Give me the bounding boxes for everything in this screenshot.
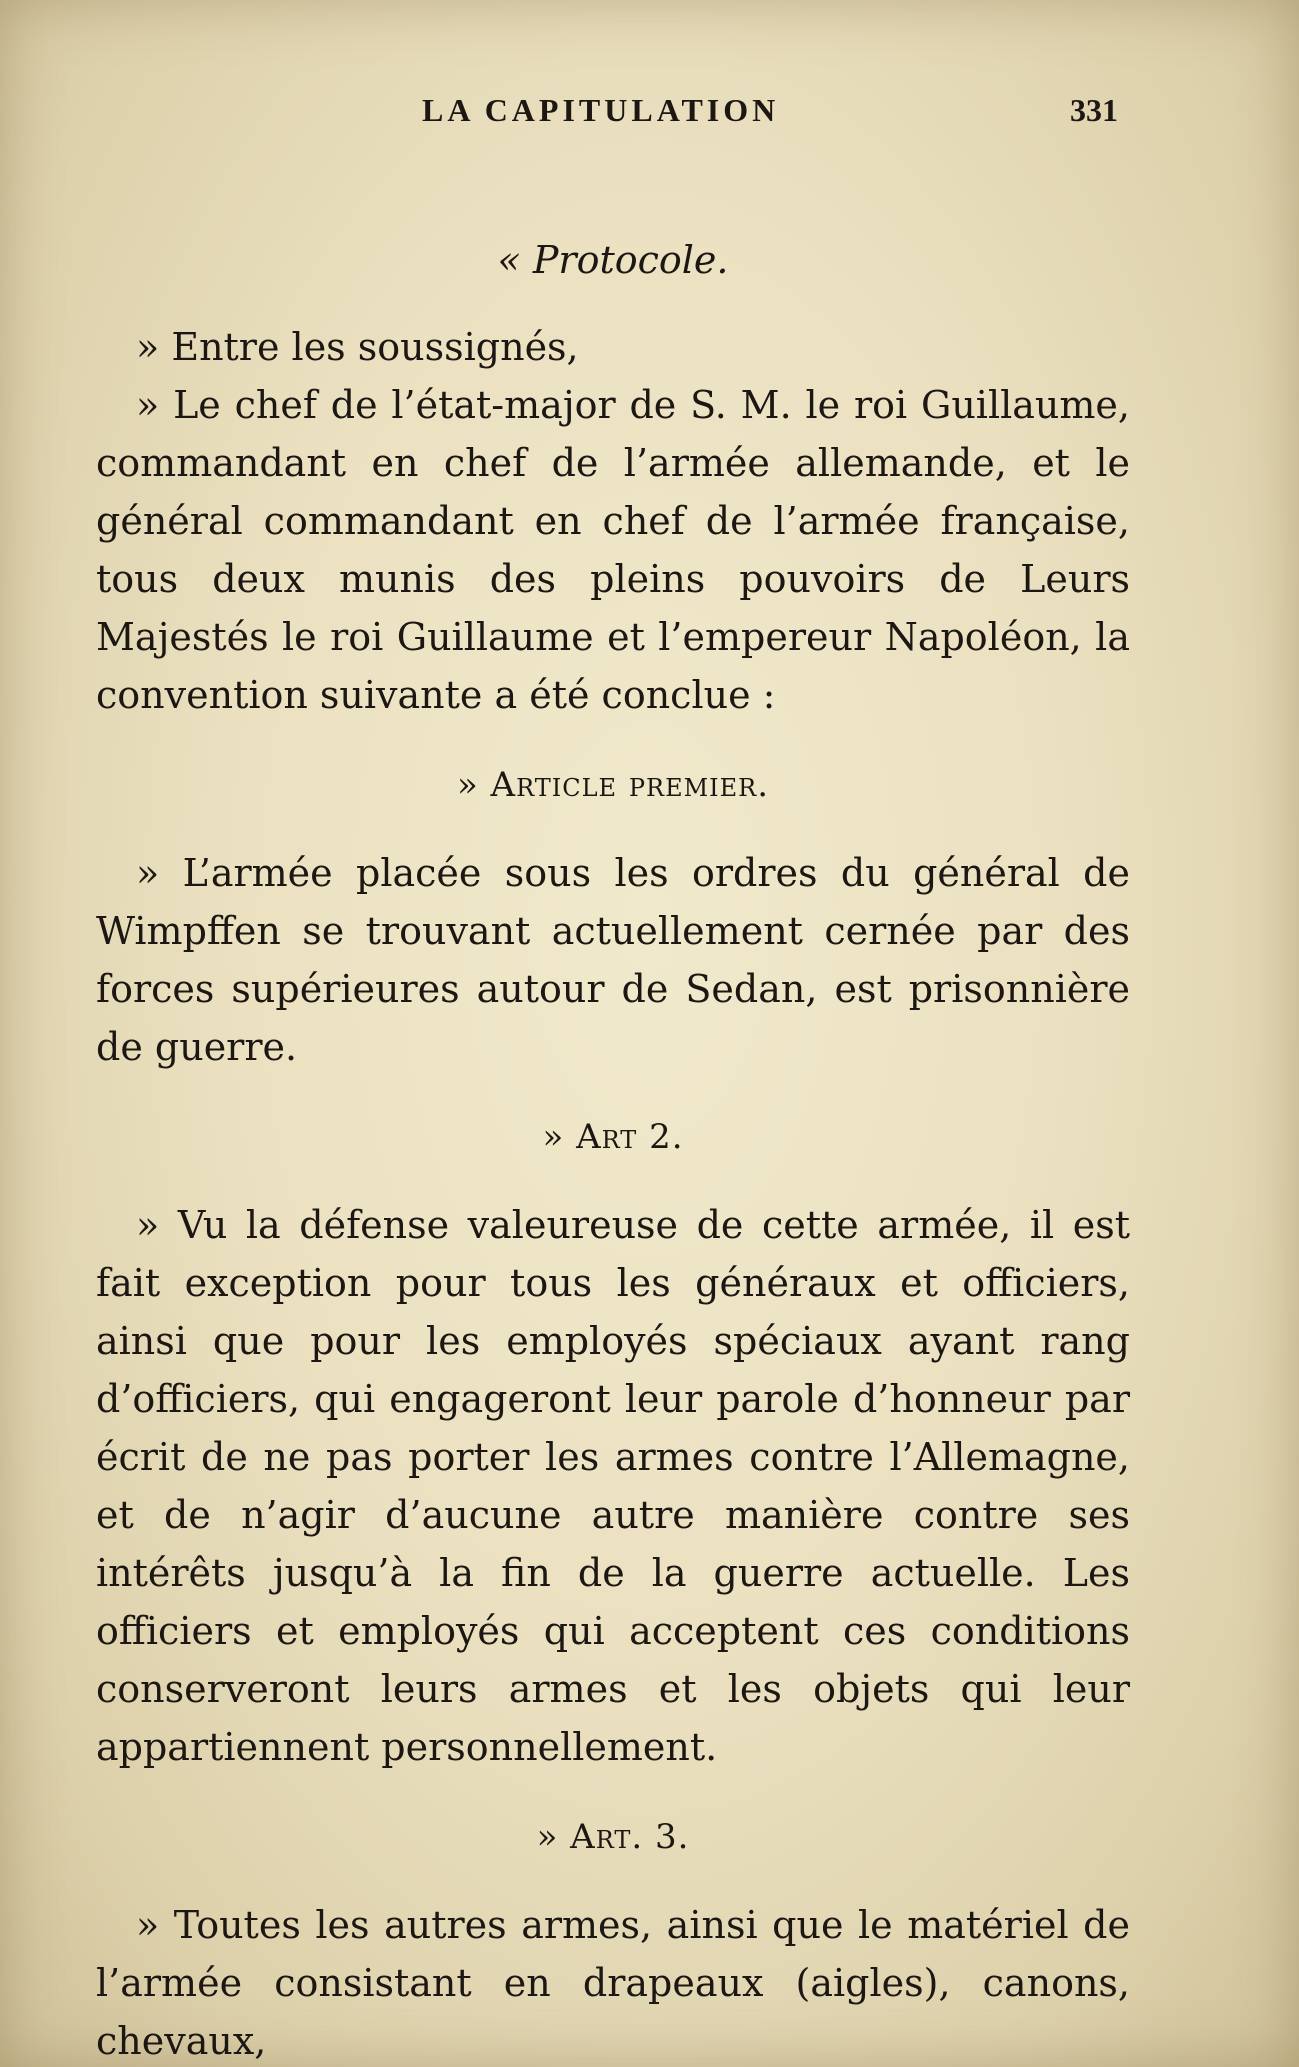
protocole-heading: « Protocole. — [497, 238, 729, 282]
body-text — [96, 210, 1130, 2067]
article-2-heading: » Art 2. — [542, 1117, 684, 1157]
paragraph-entre: » Entre les soussignés, — [136, 325, 579, 369]
running-title: LA CAPITULATION — [422, 92, 780, 128]
running-head — [0, 92, 1299, 142]
article-3-text: » Toutes les autres armes, ainsi que le matériel de l’armée consistant en drapeaux (aigles), canons, chevaux, — [96, 1903, 1130, 2063]
paragraph-chef: » Le chef de l’état-major de S. M. le roi Guillaume, commandant en chef de l’armée allemande, et le général commandant en chef de l’armée française, tous deux munis des pleins pouvoirs de Leurs Majestés le roi Guillaume et l’empereur Napoléon, la convention suivante a été conclue : — [96, 383, 1130, 717]
article-3-heading: » Art. 3. — [536, 1817, 690, 1857]
page-number: 331 — [1070, 92, 1118, 128]
article-2-text: » Vu la défense valeureuse de cette armée, il est fait exception pour tous les généraux et officiers, ainsi que pour les employés spéciaux ayant rang d’officiers, qui engageront leur parole d’honneur par écrit de ne pas porter les armes contre l’Allemagne, et de n’agir d’aucune autre manière contre ses intérêts jusqu’à la fin de la guerre actuelle. Les officiers et employés qui acceptent ces conditions conserveront leurs armes et les objets qui leur appartiennent personnellement. — [96, 1203, 1130, 1769]
article-1-heading: » Article premier. — [456, 765, 770, 805]
article-1-text: » L’armée placée sous les ordres du général de Wimpffen se trouvant actuellement cernée par des forces supérieures autour de Sedan, est prisonnière de guerre. — [96, 851, 1130, 1069]
